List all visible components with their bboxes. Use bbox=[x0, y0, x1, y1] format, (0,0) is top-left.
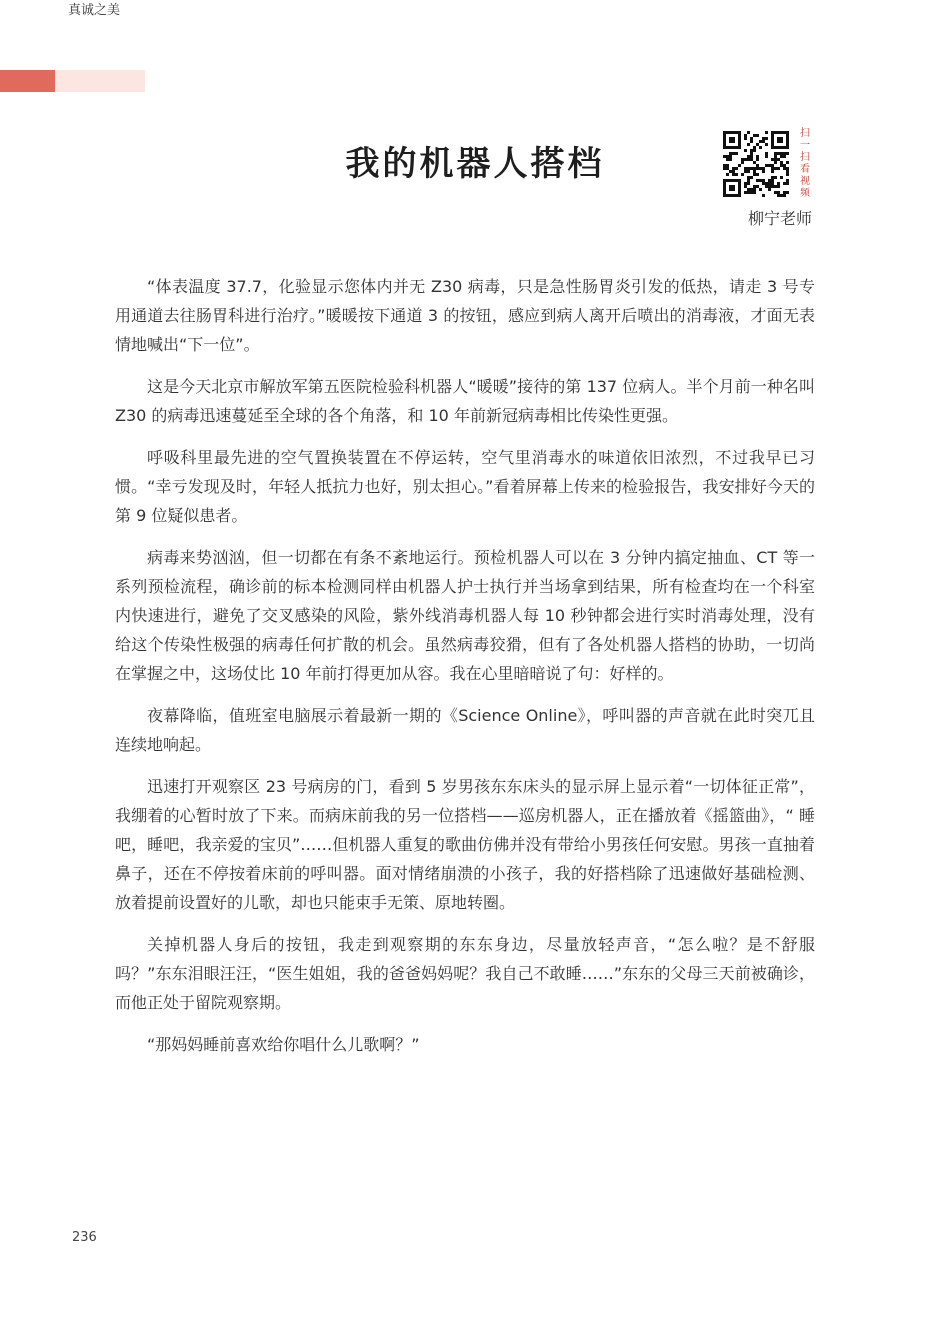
paragraph: “那妈妈睡前喜欢给你唱什么儿歌啊？” bbox=[147, 1035, 420, 1054]
paragraph: 关掉机器人身后的按钮，我走到观察期的东东身边，尽量放轻声音，“怎么啦？是不舒服吗？”东东泪眼汪汪，“医生姐姐，我的爸爸妈妈呢？我自己不敢睡……”东东的父母三天前被确诊，而他正处于留院观察期。 bbox=[115, 935, 815, 1012]
paragraph: “体表温度 37.7，化验显示您体内并无 Z30 病毒，只是急性肠胃炎引发的低热，请走 3 号专用通道去往肠胃科进行治疗。”暖暖按下通道 3 的按钮，感应到病人离开后喷出的消毒液，才面无表情地喊出“下一位”。 bbox=[115, 277, 815, 354]
article-body bbox=[115, 272, 815, 1072]
section-label: 真诚之美 bbox=[68, 3, 121, 18]
paragraph: 呼吸科里最先进的空气置换装置在不停运转，空气里消毒水的味道依旧浓烈，不过我早已习惯。“幸亏发现及时，年轻人抵抗力也好，别太担心。”看着屏幕上传来的检验报告，我安排好今天的第 9 位疑似患者。 bbox=[115, 448, 815, 525]
qr-code-icon[interactable] bbox=[720, 128, 792, 200]
article-title: 我的机器人搭档 bbox=[345, 144, 605, 184]
page-number: 236 bbox=[72, 1230, 97, 1245]
author-name: 柳宁老师 bbox=[747, 209, 812, 228]
scan-hint: 扫一扫看视频 bbox=[800, 128, 810, 199]
paragraph: 病毒来势汹汹，但一切都在有条不紊地运行。预检机器人可以在 3 分钟内搞定抽血、CT 等一系列预检流程，确诊前的标本检测同样由机器人护士执行并当场拿到结果，所有检查均在一个科室内快速进行，避免了交叉感染的风险，紫外线消毒机器人每 10 秒钟都会进行实时消毒处理，没有给这个传染性极强的病毒任何扩散的机会。虽然病毒狡猾，但有了各处机器人搭档的协助，一切尚在掌握之中，这场仗比 10 年前打得更加从容。我在心里暗暗说了句：好样的。 bbox=[115, 548, 815, 683]
paragraph: 夜幕降临，值班室电脑展示着最新一期的《Science Online》，呼叫器的声音就在此时突兀且连续地响起。 bbox=[115, 706, 815, 754]
header-accent-light bbox=[55, 70, 145, 92]
header-accent-block bbox=[0, 70, 55, 92]
section-header bbox=[0, 70, 145, 92]
paragraph: 这是今天北京市解放军第五医院检验科机器人“暖暖”接待的第 137 位病人。半个月前一种名叫 Z30 的病毒迅速蔓延至全球的各个角落，和 10 年前新冠病毒相比传染性更强。 bbox=[115, 377, 815, 425]
paragraph: 迅速打开观察区 23 号病房的门，看到 5 岁男孩东东床头的显示屏上显示着“一切体征正常”，我绷着的心暂时放了下来。而病床前我的另一位搭档——巡房机器人，正在播放着《摇篮曲》，“ 睡吧，睡吧，我亲爱的宝贝”……但机器人重复的歌曲仿佛并没有带给小男孩任何安慰。男孩一直抽着鼻子，还在不停按着床前的呼叫器。面对情绪崩溃的小孩子，我的好搭档除了迅速做好基础检测、放着提前设置好的儿歌，却也只能束手无策、原地转圈。 bbox=[115, 777, 815, 912]
